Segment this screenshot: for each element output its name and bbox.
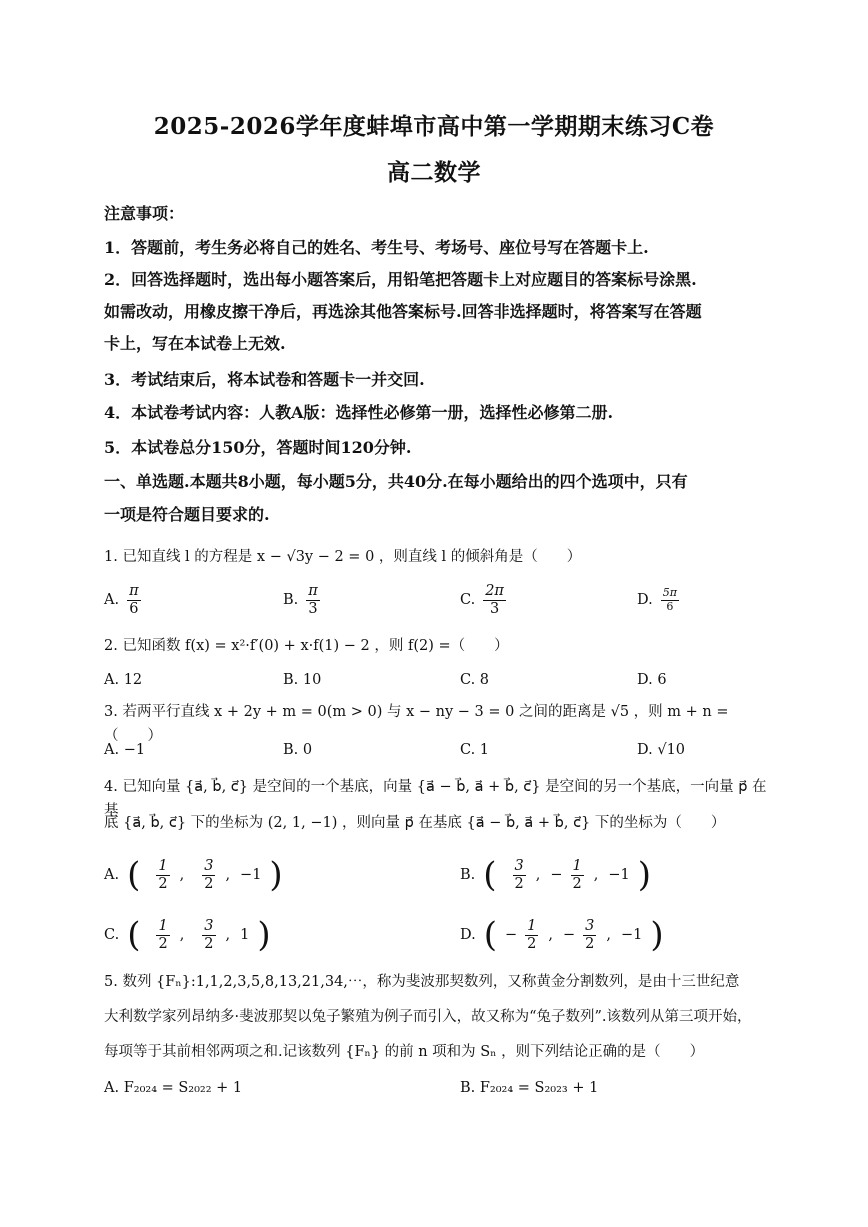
question-4-options-row1: [104, 852, 774, 898]
q3-option-a: A. −1: [104, 742, 146, 758]
q4-c-num1: 1: [158, 917, 168, 934]
q4-d-sign1: −: [504, 927, 518, 943]
question-5-stem-line3: 每项等于其前相邻两项之和.记该数列 {Fₙ} 的前 n 项和为 Sₙ ，则下列结论正确的是（ ）: [104, 1044, 705, 1060]
question-5-stem-line2: 大利数学家列昂纳多·斐波那契以兔子繁殖为例子而引入，故又称为“兔子数列”.该数列从第三项开始，: [104, 1009, 752, 1025]
left-paren: (: [483, 855, 497, 895]
question-5-options: [104, 1068, 774, 1108]
q4-d-sign2: −: [562, 927, 576, 943]
q4-option-c: [104, 912, 271, 958]
q1-option-c-fraction: [483, 583, 506, 617]
q2-option-b: B. 10: [283, 672, 322, 688]
q4-a-den2: 2: [204, 875, 214, 892]
q4-option-b-letter: B.: [460, 867, 476, 883]
note-line-4: 卡上，写在本试卷上无效.: [104, 334, 286, 353]
comma: ,: [535, 867, 541, 883]
q4-a-tail: −1: [240, 867, 262, 883]
right-paren: ): [257, 915, 271, 955]
q1-option-a-fraction: [127, 583, 141, 617]
right-paren: ): [269, 855, 283, 895]
comma: ,: [225, 927, 231, 943]
q1-option-c-letter: C.: [460, 592, 476, 608]
q4-d-den1: 2: [527, 935, 537, 952]
note-line-2: 2．回答选择题时，选出每小题答案后，用铅笔把答题卡上对应题目的答案标号涂黑.: [104, 270, 697, 289]
q4-b-frac1: [513, 858, 526, 892]
question-1-stem: 1. 已知直线 l 的方程是 x − √3y − 2 = 0 ，则直线 l 的倾斜角是（ ）: [104, 549, 582, 565]
left-paren: (: [127, 915, 141, 955]
q4-option-a: [104, 852, 283, 898]
comma: ,: [593, 867, 599, 883]
q4-option-d: [460, 912, 664, 958]
comma: ,: [225, 867, 231, 883]
comma: ,: [179, 927, 185, 943]
right-paren: ): [650, 915, 664, 955]
q1-d-num: 5π: [662, 585, 677, 599]
right-paren: ): [637, 855, 652, 895]
q2-option-d: D. 6: [637, 672, 667, 688]
q4-d-tail: −1: [620, 927, 643, 943]
q4-a-num1: 1: [158, 857, 168, 874]
note-line-7: 5．本试卷总分150分，答题时间120分钟.: [104, 438, 412, 457]
q4-d-frac1: [525, 918, 538, 952]
q4-b-frac2: [571, 858, 584, 892]
note-line-3: 如需改动，用橡皮擦干净后，再选涂其他答案标号.回答非选择题时，将答案写在答题: [104, 302, 702, 321]
q5-option-a: A. F₂₀₂₄ = S₂₀₂₂ + 1: [104, 1080, 243, 1096]
q4-c-tail: 1: [240, 927, 250, 943]
q1-c-den: 3: [489, 600, 500, 617]
q4-a-frac1: [156, 858, 169, 892]
q2-option-a: A. 12: [104, 672, 143, 688]
question-1-options: [104, 580, 774, 620]
note-line-1: 1．答题前，考生务必将自己的姓名、考生号、考场号、座位号写在答题卡上.: [104, 238, 649, 257]
q1-d-den: 6: [666, 599, 674, 613]
question-5-stem-line1: 5. 数列 {Fₙ}:1,1,2,3,5,8,13,21,34,⋯，称为斐波那契数列，又称黄金分割数列，是由十三世纪意: [104, 974, 740, 990]
q4-c-den2: 2: [204, 935, 214, 952]
left-paren: (: [127, 855, 141, 895]
comma: ,: [548, 927, 553, 943]
q3-option-d: D. √10: [637, 742, 686, 758]
q1-c-num: 2π: [485, 582, 504, 599]
q1-option-a-letter: A.: [104, 592, 120, 608]
comma: ,: [179, 867, 185, 883]
q4-b-den2: 2: [572, 875, 582, 892]
question-4-stem-line1: 4. 已知向量 {a⃗, b⃗, c⃗} 是空间的一个基底，向量 {a⃗ − b⃗, a⃗ + b⃗, c⃗} 是空间的另一个基底，一向量 p⃗ 在基: [104, 779, 767, 819]
left-paren: (: [483, 915, 497, 955]
q1-option-d-fraction: [661, 587, 679, 613]
q4-option-d-letter: D.: [460, 927, 476, 943]
q4-a-num2: 3: [204, 857, 214, 874]
q1-option-b: [283, 580, 320, 620]
question-2-options: [104, 660, 774, 700]
q4-option-c-letter: C.: [104, 927, 120, 943]
q1-option-d-letter: D.: [637, 592, 653, 608]
q5-option-b: B. F₂₀₂₄ = S₂₀₂₃ + 1: [460, 1080, 599, 1096]
question-3-options: [104, 730, 774, 770]
q1-option-b-letter: B.: [283, 592, 299, 608]
q1-b-den: 3: [308, 600, 318, 617]
q4-d-num2: 3: [585, 917, 595, 934]
exam-title: 2025-2026学年度蚌埠市高中第一学期期末练习C卷: [153, 113, 715, 140]
q1-b-num: π: [308, 582, 318, 599]
comma: ,: [606, 927, 611, 943]
q4-option-b: [460, 852, 651, 898]
q4-d-num1: 1: [527, 917, 537, 934]
q4-a-den1: 2: [158, 875, 168, 892]
q1-a-den: 6: [129, 600, 139, 617]
q4-a-frac2: [202, 858, 215, 892]
q3-option-c: C. 1: [460, 742, 490, 758]
q4-c-frac2: [202, 918, 215, 952]
q4-option-a-letter: A.: [104, 867, 120, 883]
question-4-options-row2: [104, 912, 774, 958]
q1-option-d: [637, 580, 679, 620]
q1-option-c: [460, 580, 506, 620]
q4-c-frac1: [156, 918, 169, 952]
section1-heading-line1: 一、单选题.本题共8小题，每小题5分，共40分.在每小题给出的四个选项中，只有: [104, 472, 688, 491]
q4-b-tail: −1: [608, 867, 630, 883]
note-line-5: 3．考试结束后，将本试卷和答题卡一并交回.: [104, 370, 425, 389]
q1-option-b-fraction: [306, 583, 320, 617]
exam-subtitle: 高二数学: [387, 159, 481, 186]
notes-heading: 注意事项：: [104, 204, 185, 223]
q4-b-num1: 3: [514, 857, 524, 874]
q4-c-den1: 2: [158, 935, 168, 952]
q3-option-b: B. 0: [283, 742, 313, 758]
q1-a-num: π: [129, 582, 139, 599]
question-3-stem: 3. 若两平行直线 x + 2y + m = 0(m > 0) 与 x − ny − 3 = 0 之间的距离是 √5 ，则 m + n =（ ）: [104, 704, 729, 744]
q1-option-a: [104, 580, 141, 620]
q4-b-num2: 1: [572, 857, 582, 874]
q4-d-den2: 2: [585, 935, 595, 952]
q2-option-c: C. 8: [460, 672, 490, 688]
question-4-stem-line2: 底 {a⃗, b⃗, c⃗} 下的坐标为 (2, 1, −1) ，则向量 p⃗ 在基底 {a⃗ − b⃗, a⃗ + b⃗, c⃗} 下的坐标为（ ）: [104, 815, 726, 831]
section1-heading-line2: 一项是符合题目要求的.: [104, 505, 270, 524]
q4-d-frac2: [583, 918, 596, 952]
q4-b-den1: 2: [514, 875, 524, 892]
question-2-stem: 2. 已知函数 f(x) = x²·f′(0) + x·f(1) − 2 ，则 f(2) =（ ）: [104, 638, 509, 654]
q4-b-sign2: −: [550, 867, 563, 883]
q4-c-num2: 3: [204, 917, 214, 934]
note-line-6: 4．本试卷考试内容：人教A版：选择性必修第一册，选择性必修第二册.: [104, 403, 614, 422]
